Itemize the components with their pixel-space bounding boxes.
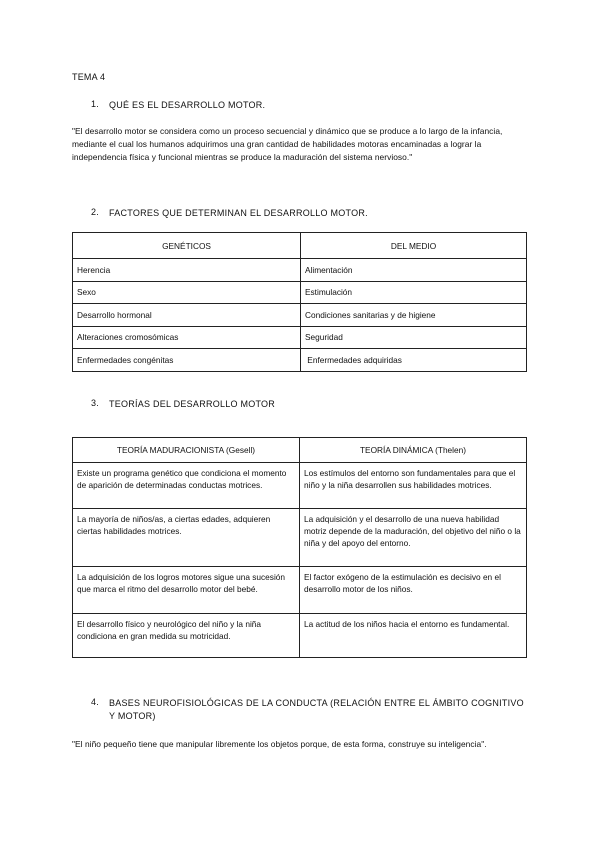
section-title: QUÉ ES EL DESARROLLO MOTOR. <box>109 100 266 110</box>
table-header-row <box>73 233 527 259</box>
table-cell: Condiciones sanitarias y de higiene <box>301 304 527 327</box>
section-heading-1 <box>91 99 509 112</box>
page-title: TEMA 4 <box>72 72 106 82</box>
section-number: 1. <box>91 99 100 109</box>
table-row <box>73 509 527 567</box>
column-header-maduracionista: TEORÍA MADURACIONISTA (Gesell) <box>73 438 300 463</box>
table-cell: Desarrollo hormonal <box>73 304 301 327</box>
theories-table <box>72 437 527 658</box>
quote-paragraph: "El niño pequeño tiene que manipular libremente los objetos porque, de esta forma, construye su inteligencia". <box>72 739 487 749</box>
table-cell: Estimulación <box>301 281 527 304</box>
table-row <box>73 614 527 658</box>
table-cell: El desarrollo físico y neurológico del niño y la niña condiciona en gran medida su motricidad. <box>73 614 300 658</box>
table-row <box>73 326 527 349</box>
section-heading-3 <box>91 398 509 411</box>
table-cell: Enfermedades adquiridas <box>301 349 527 372</box>
table-row <box>73 304 527 327</box>
column-header-dinamica: TEORÍA DINÁMICA (Thelen) <box>300 438 527 463</box>
factors-table <box>72 232 527 372</box>
table-cell: Enfermedades congénitas <box>73 349 301 372</box>
definition-paragraph: "El desarrollo motor se considera como un proceso secuencial y dinámico que se produce a lo largo de la infancia, mediante el cual los humanos adquirimos una gran cantidad de habilidades motoras encaminadas a lograr la independencia física y funcional mientras se produce la maduración del sistema nervioso." <box>72 126 503 162</box>
table-cell: La adquisición y el desarrollo de una nueva habilidad motriz depende de la maduración, del objetivo del niño o la niña y del apoyo del entorno. <box>300 509 527 567</box>
table-cell: Herencia <box>73 259 301 282</box>
table-cell: Sexo <box>73 281 301 304</box>
table-cell: La actitud de los niños hacia el entorno es fundamental. <box>300 614 527 658</box>
table-cell: Alimentación <box>301 259 527 282</box>
table-header-row <box>73 438 527 463</box>
table-cell: Seguridad <box>301 326 527 349</box>
section-heading-2 <box>91 207 509 220</box>
table-row <box>73 281 527 304</box>
section-number: 2. <box>91 207 100 217</box>
section-number: 4. <box>91 697 100 707</box>
table-row <box>73 567 527 614</box>
table-row <box>73 349 527 372</box>
table-cell: Alteraciones cromosómicas <box>73 326 301 349</box>
section-title: TEORÍAS DEL DESARROLLO MOTOR <box>109 399 276 409</box>
section-number: 3. <box>91 398 100 408</box>
section-heading-4 <box>91 697 524 723</box>
table-cell: El factor exógeno de la estimulación es decisivo en el desarrollo motor de los niños. <box>300 567 527 614</box>
table-row <box>73 259 527 282</box>
column-header-geneticos: GENÉTICOS <box>73 233 301 259</box>
table-cell: La adquisición de los logros motores sigue una sucesión que marca el ritmo del desarrollo motor del bebé. <box>73 567 300 614</box>
table-cell: Existe un programa genético que condiciona el momento de aparición de determinadas conductas motrices. <box>73 463 300 509</box>
section-title: BASES NEUROFISIOLÓGICAS DE LA CONDUCTA (RELACIÓN ENTRE EL ÁMBITO COGNITIVO Y MOTOR) <box>109 698 524 721</box>
section-title: FACTORES QUE DETERMINAN EL DESARROLLO MOTOR. <box>109 208 368 218</box>
table-row <box>73 463 527 509</box>
table-cell: La mayoría de niños/as, a ciertas edades, adquieren ciertas habilidades motrices. <box>73 509 300 567</box>
table-cell: Los estímulos del entorno son fundamentales para que el niño y la niña desarrollen sus habilidades motrices. <box>300 463 527 509</box>
column-header-del-medio: DEL MEDIO <box>301 233 527 259</box>
